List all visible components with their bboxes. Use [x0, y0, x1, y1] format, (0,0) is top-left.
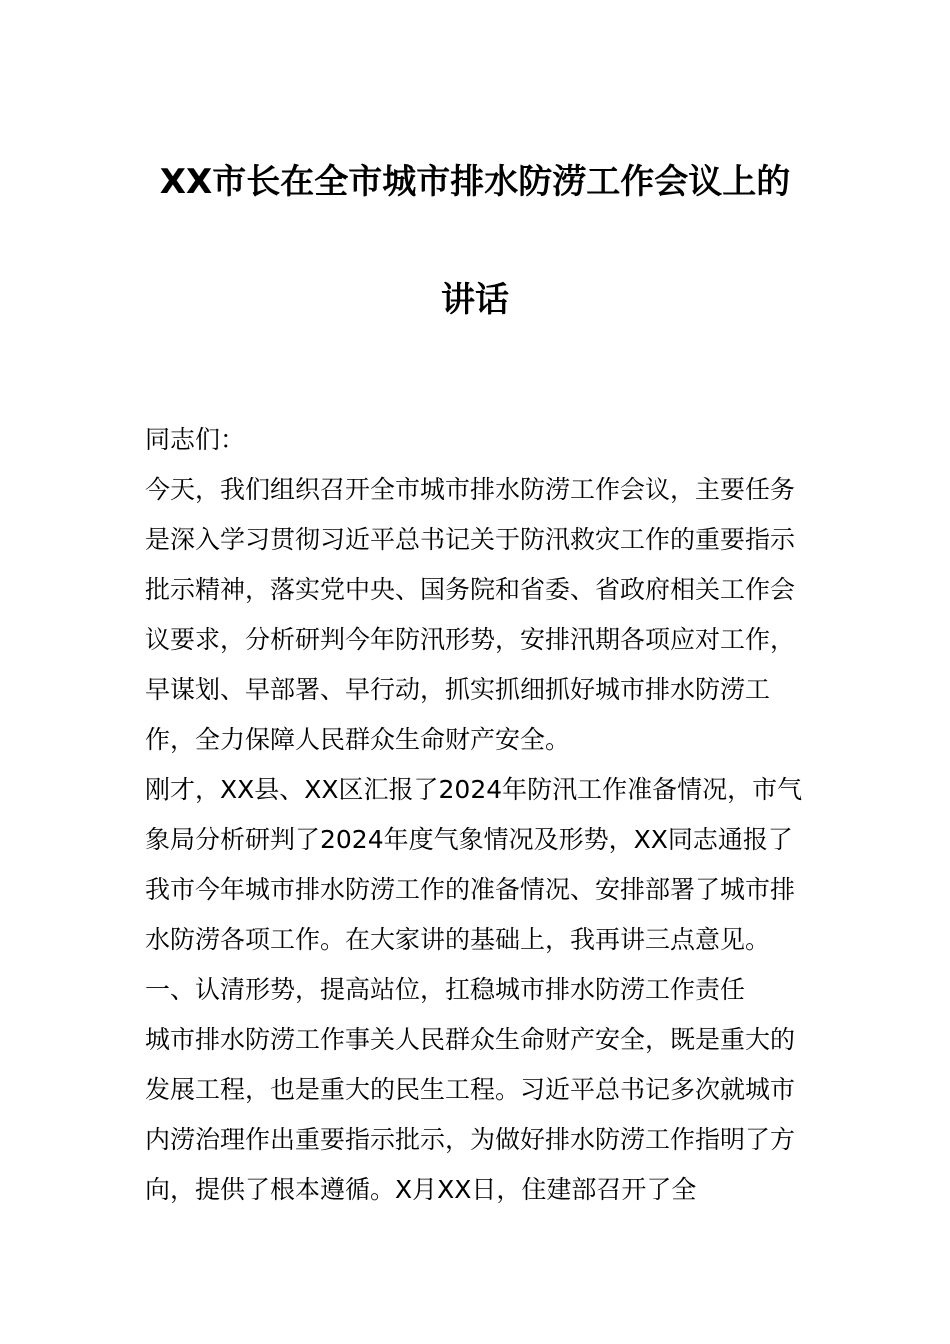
paragraph-reports: 刚才，XX县、XX区汇报了2024年防汛工作准备情况，市气象局分析研判了2024年度气象情况及形势，XX同志通报了我市今年城市排水防涝工作的准备情况、安排部署了城市排水防涝各项工作。在大家讲的基础上，我再讲三点意见。	[145, 775, 803, 954]
section-heading-1: 一、认清形势，提高站位，扛稳城市排水防涝工作责任	[145, 975, 746, 1004]
document-body	[145, 415, 815, 1215]
paragraph-section-1: 城市排水防涝工作事关人民群众生命财产安全，既是重大的发展工程，也是重大的民生工程。习近平总书记多次就城市内涝治理作出重要指示批示，为做好排水防涝工作指明了方向，提供了根本遵循。X月XX日，住建部召开了全	[145, 1025, 796, 1204]
document-title-line-1: XX市长在全市城市排水防涝工作会议上的	[159, 162, 791, 202]
paragraph-opening: 今天，我们组织召开全市城市排水防涝工作会议，主要任务是深入学习贯彻习近平总书记关于防汛救灾工作的重要指示批示精神，落实党中央、国务院和省委、省政府相关工作会议要求，分析研判今年防汛形势，安排汛期各项应对工作，早谋划、早部署、早行动，抓实抓细抓好城市排水防涝工作，全力保障人民群众生命财产安全。	[145, 475, 796, 754]
salutation: 同志们：	[145, 425, 246, 454]
document-title-line-2: 讲话	[441, 280, 509, 320]
